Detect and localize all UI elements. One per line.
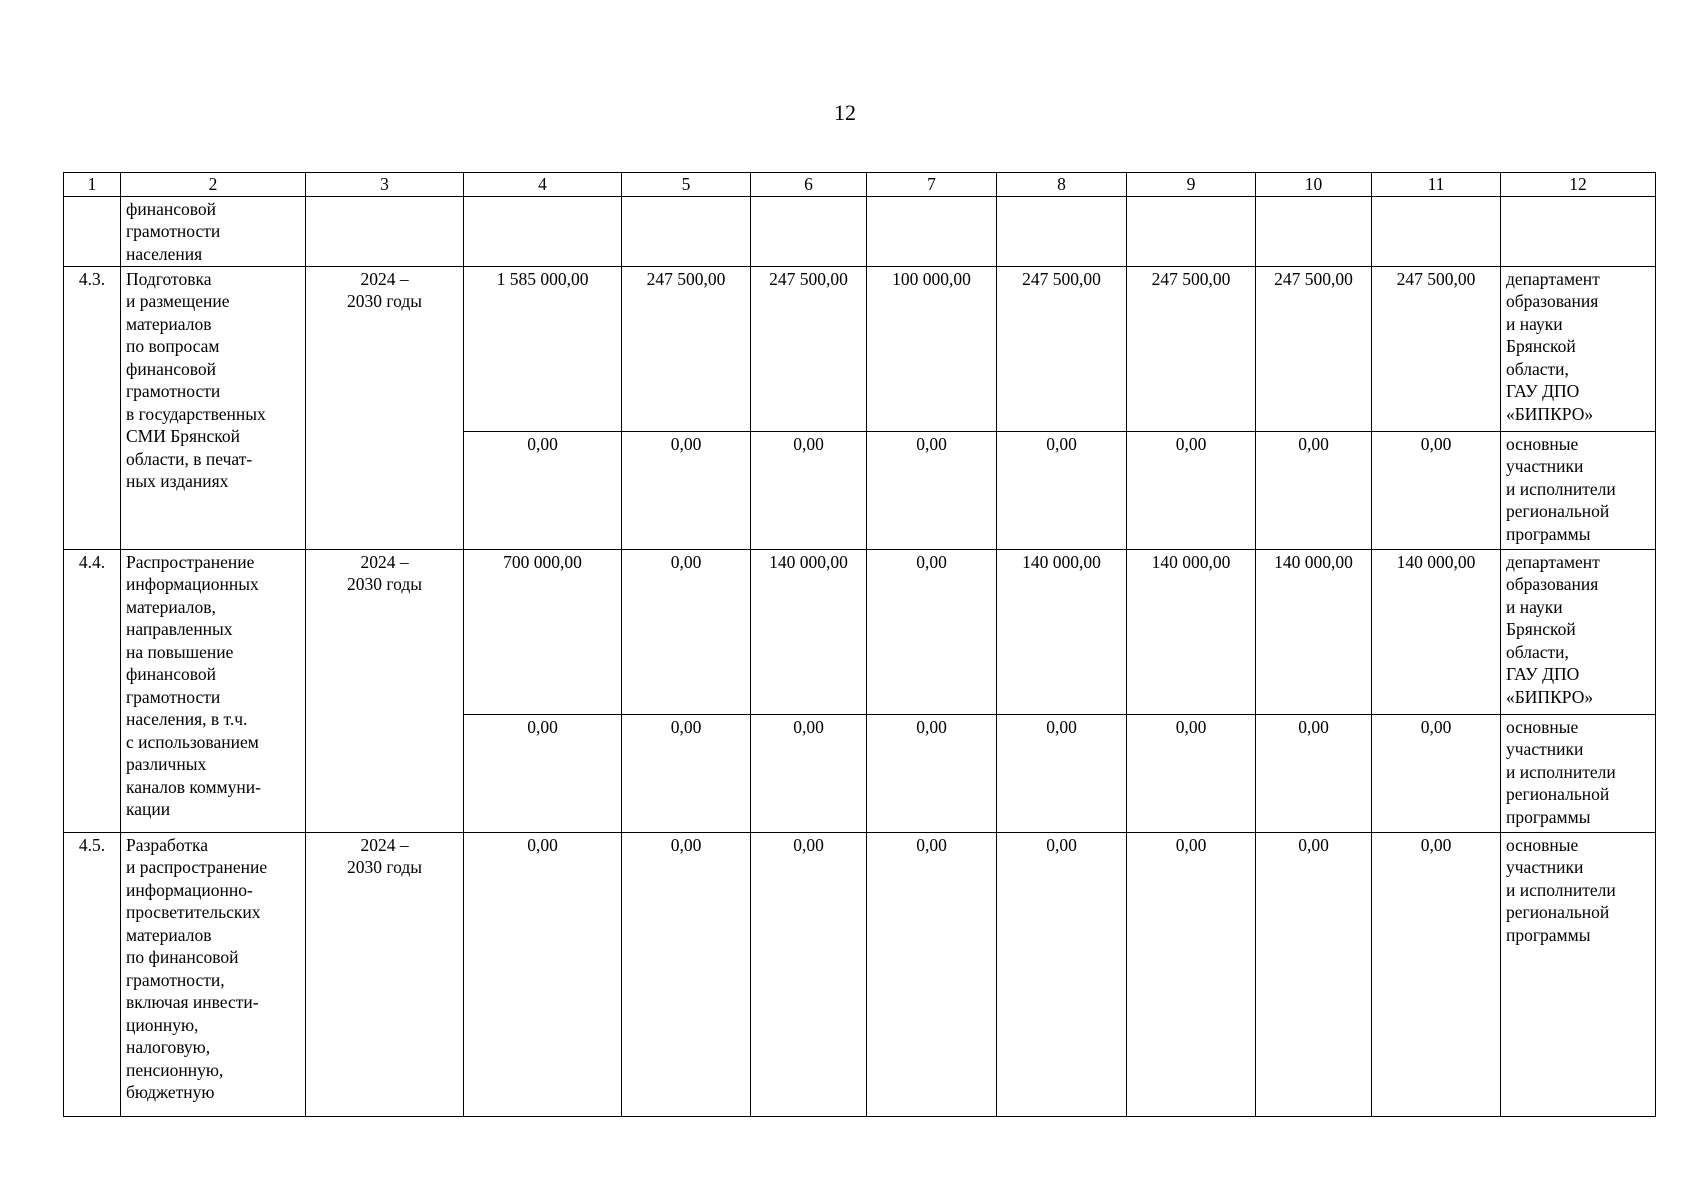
measure-number-cell: 4.5. bbox=[64, 832, 121, 1116]
executor-cell: основные участники и исполнители региональной программы bbox=[1501, 431, 1656, 549]
amount-cell: 1 585 000,00 bbox=[464, 266, 622, 431]
header-cell: 10 bbox=[1256, 173, 1372, 197]
table-cell bbox=[751, 196, 867, 266]
amount-cell: 0,00 bbox=[997, 714, 1127, 832]
amount-cell: 0,00 bbox=[464, 832, 622, 1116]
amount-cell: 0,00 bbox=[1372, 431, 1501, 549]
header-cell: 12 bbox=[1501, 173, 1656, 197]
amount-cell: 247 500,00 bbox=[1256, 266, 1372, 431]
amount-cell: 0,00 bbox=[622, 431, 751, 549]
table-cell bbox=[622, 196, 751, 266]
table-row-continuation bbox=[64, 196, 1656, 266]
page-number: 12 bbox=[834, 100, 856, 125]
executor-cell: основные участники и исполнители региональной программы bbox=[1501, 714, 1656, 832]
amount-cell: 0,00 bbox=[1127, 714, 1256, 832]
amount-cell: 0,00 bbox=[1372, 832, 1501, 1116]
table-row bbox=[64, 832, 1656, 1116]
amount-cell: 0,00 bbox=[867, 832, 997, 1116]
header-row bbox=[64, 173, 1656, 197]
table-cell bbox=[867, 196, 997, 266]
header-cell: 9 bbox=[1127, 173, 1256, 197]
header-cell: 6 bbox=[751, 173, 867, 197]
amount-cell: 247 500,00 bbox=[1372, 266, 1501, 431]
header-cell: 3 bbox=[306, 173, 464, 197]
measure-number-cell: 4.4. bbox=[64, 549, 121, 832]
table-row bbox=[64, 549, 1656, 714]
amount-cell: 0,00 bbox=[622, 549, 751, 714]
table-cell bbox=[64, 196, 121, 266]
header-cell: 4 bbox=[464, 173, 622, 197]
table-cell bbox=[1127, 196, 1256, 266]
header-cell: 11 bbox=[1372, 173, 1501, 197]
amount-cell: 140 000,00 bbox=[751, 549, 867, 714]
amount-cell: 0,00 bbox=[1256, 714, 1372, 832]
amount-cell: 0,00 bbox=[751, 832, 867, 1116]
table-cell bbox=[306, 196, 464, 266]
amount-cell: 0,00 bbox=[1127, 431, 1256, 549]
header-cell: 8 bbox=[997, 173, 1127, 197]
amount-cell: 0,00 bbox=[1127, 832, 1256, 1116]
measure-name-cell: Подготовка и размещение материалов по вопросам финансовой грамотности в государственных СМИ Брянской области, в печат- ных изданиях bbox=[121, 266, 306, 549]
executor-cell: основные участники и исполнители региональной программы bbox=[1501, 832, 1656, 1116]
table-cell bbox=[1372, 196, 1501, 266]
measure-name-cell: Разработка и распространение информационно- просветительских материалов по финансовой грамотности, включая инвести- ционную, налоговую, пенсионную, бюджетную bbox=[121, 832, 306, 1116]
amount-cell: 0,00 bbox=[751, 714, 867, 832]
amount-cell: 0,00 bbox=[751, 431, 867, 549]
amount-cell: 0,00 bbox=[867, 714, 997, 832]
header-cell: 5 bbox=[622, 173, 751, 197]
table-row bbox=[64, 266, 1656, 431]
amount-cell: 0,00 bbox=[1256, 431, 1372, 549]
amount-cell: 0,00 bbox=[867, 431, 997, 549]
amount-cell: 140 000,00 bbox=[1256, 549, 1372, 714]
amount-cell: 247 500,00 bbox=[1127, 266, 1256, 431]
amount-cell: 247 500,00 bbox=[622, 266, 751, 431]
header-cell: 1 bbox=[64, 173, 121, 197]
executor-cell: департамент образования и науки Брянской области, ГАУ ДПО «БИПКРО» bbox=[1501, 266, 1656, 431]
amount-cell: 0,00 bbox=[464, 431, 622, 549]
header-cell: 2 bbox=[121, 173, 306, 197]
measure-name-cell: Распространение информационных материалов, направленных на повышение финансовой грамотности населения, в т.ч. с использованием различных каналов коммуни- кации bbox=[121, 549, 306, 832]
amount-cell: 0,00 bbox=[997, 431, 1127, 549]
amount-cell: 140 000,00 bbox=[1127, 549, 1256, 714]
executor-cell: департамент образования и науки Брянской области, ГАУ ДПО «БИПКРО» bbox=[1501, 549, 1656, 714]
amount-cell: 247 500,00 bbox=[997, 266, 1127, 431]
amount-cell: 0,00 bbox=[622, 714, 751, 832]
budget-table bbox=[63, 172, 1656, 1117]
amount-cell: 140 000,00 bbox=[997, 549, 1127, 714]
amount-cell: 0,00 bbox=[1256, 832, 1372, 1116]
measure-name-cell: финансовой грамотности населения bbox=[121, 196, 306, 266]
header-cell: 7 bbox=[867, 173, 997, 197]
table-cell bbox=[997, 196, 1127, 266]
table-cell bbox=[464, 196, 622, 266]
table-cell bbox=[1501, 196, 1656, 266]
period-cell: 2024 – 2030 годы bbox=[306, 266, 464, 549]
amount-cell: 0,00 bbox=[867, 549, 997, 714]
amount-cell: 0,00 bbox=[1372, 714, 1501, 832]
amount-cell: 0,00 bbox=[464, 714, 622, 832]
amount-cell: 700 000,00 bbox=[464, 549, 622, 714]
measure-number-cell: 4.3. bbox=[64, 266, 121, 549]
amount-cell: 0,00 bbox=[997, 832, 1127, 1116]
table-cell bbox=[1256, 196, 1372, 266]
period-cell: 2024 – 2030 годы bbox=[306, 549, 464, 832]
amount-cell: 140 000,00 bbox=[1372, 549, 1501, 714]
period-cell: 2024 – 2030 годы bbox=[306, 832, 464, 1116]
amount-cell: 100 000,00 bbox=[867, 266, 997, 431]
amount-cell: 0,00 bbox=[622, 832, 751, 1116]
amount-cell: 247 500,00 bbox=[751, 266, 867, 431]
